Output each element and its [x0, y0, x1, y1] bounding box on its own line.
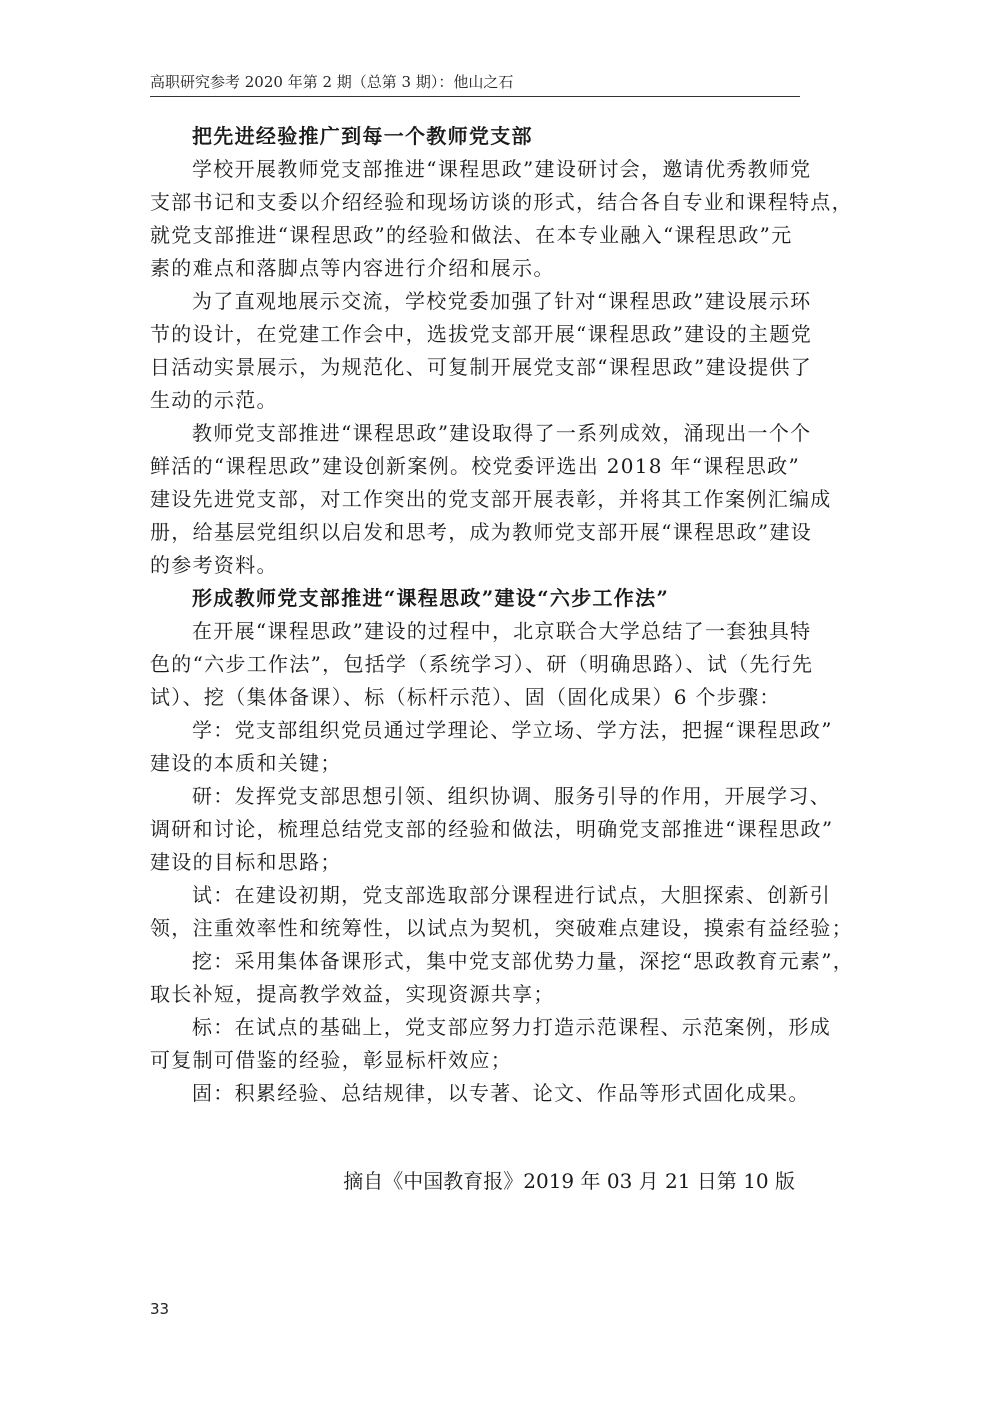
text-line: 取长补短，提高教学效益，实现资源共享；	[150, 982, 555, 1006]
text-line: 的参考资料。	[150, 553, 278, 577]
text-line: 标：在试点的基础上，党支部应努力打造示范课程、示范案例，形成	[192, 1015, 831, 1039]
paragraph	[150, 153, 853, 285]
text-line: 册，给基层党组织以启发和思考，成为教师党支部开展“课程思政”建设	[150, 520, 813, 544]
text-line: 建设先进党支部，对工作突出的党支部开展表彰，并将其工作案例汇编成	[150, 487, 832, 511]
running-header: 高职研究参考 2020 年第 2 期（总第 3 期）：他山之石	[150, 73, 514, 91]
text-line: 素的难点和落脚点等内容进行介绍和展示。	[150, 256, 555, 280]
text-line: 生动的示范。	[150, 388, 278, 412]
text-line: 挖：采用集体备课形式，集中党支部优势力量，深挖“思政教育元素”，	[192, 949, 855, 973]
page-number: 33	[150, 1300, 170, 1318]
step-paragraph-biao	[150, 1011, 831, 1077]
text-line: 学校开展教师党支部推进“课程思政”建设研讨会，邀请优秀教师党	[192, 157, 812, 181]
text-line: 调研和讨论，梳理总结党支部的经验和做法，明确党支部推进“课程思政”	[150, 817, 834, 841]
step-paragraph-xue	[150, 714, 833, 780]
paragraph	[150, 285, 813, 417]
text-line: 日活动实景展示，为规范化、可复制开展党支部“课程思政”建设提供了	[150, 355, 813, 379]
text-line: 色的“六步工作法”，包括学（系统学习）、研（明确思路）、试（先行先	[150, 652, 814, 676]
text-line: 就党支部推进“课程思政”的经验和做法、在本专业融入“课程思政”元	[150, 223, 793, 247]
text-line: 固：积累经验、总结规律，以专著、论文、作品等形式固化成果。	[192, 1081, 810, 1105]
section-heading-2: 形成教师党支部推进“课程思政”建设“六步工作法”	[192, 586, 670, 610]
step-paragraph-yan	[150, 780, 834, 879]
paragraph	[150, 615, 814, 714]
step-paragraph-wa	[150, 945, 855, 1011]
paragraph	[150, 417, 832, 582]
section-heading-1: 把先进经验推广到每一个教师党支部	[192, 124, 533, 148]
step-paragraph-shi	[150, 879, 853, 945]
text-line: 研：发挥党支部思想引领、组织协调、服务引导的作用，开展学习、	[192, 784, 831, 808]
step-paragraph-gu	[150, 1077, 810, 1110]
text-line: 试：在建设初期，党支部选取部分课程进行试点，大胆探索、创新引	[192, 883, 831, 907]
text-line: 节的设计，在党建工作会中，选拔党支部开展“课程思政”建设的主题党	[150, 322, 813, 346]
source-citation: 摘自《中国教育报》2019 年 03 月 21 日第 10 版	[343, 1169, 795, 1193]
text-line: 试）、挖（集体备课）、标（标杆示范）、固（固化成果）6 个步骤：	[150, 685, 781, 709]
text-line: 领，注重效率性和统筹性，以试点为契机，突破难点建设，摸索有益经验；	[150, 916, 853, 940]
text-line: 为了直观地展示交流，学校党委加强了针对“课程思政”建设展示环	[192, 289, 812, 313]
text-line: 支部书记和支委以介绍经验和现场访谈的形式，结合各自专业和课程特点，	[150, 190, 853, 214]
text-line: 鲜活的“课程思政”建设创新案例。校党委评选出 2018 年“课程思政”	[150, 454, 801, 478]
header-rule	[150, 96, 800, 97]
text-line: 在开展“课程思政”建设的过程中，北京联合大学总结了一套独具特	[192, 619, 812, 643]
text-line: 学：党支部组织党员通过学理论、学立场、学方法，把握“课程思政”	[192, 718, 833, 742]
text-line: 建设的目标和思路；	[150, 850, 342, 874]
text-line: 建设的本质和关键；	[150, 751, 342, 775]
text-line: 可复制可借鉴的经验，彰显标杆效应；	[150, 1048, 513, 1072]
text-line: 教师党支部推进“课程思政”建设取得了一系列成效，涌现出一个个	[192, 421, 812, 445]
article-body	[150, 120, 855, 1110]
